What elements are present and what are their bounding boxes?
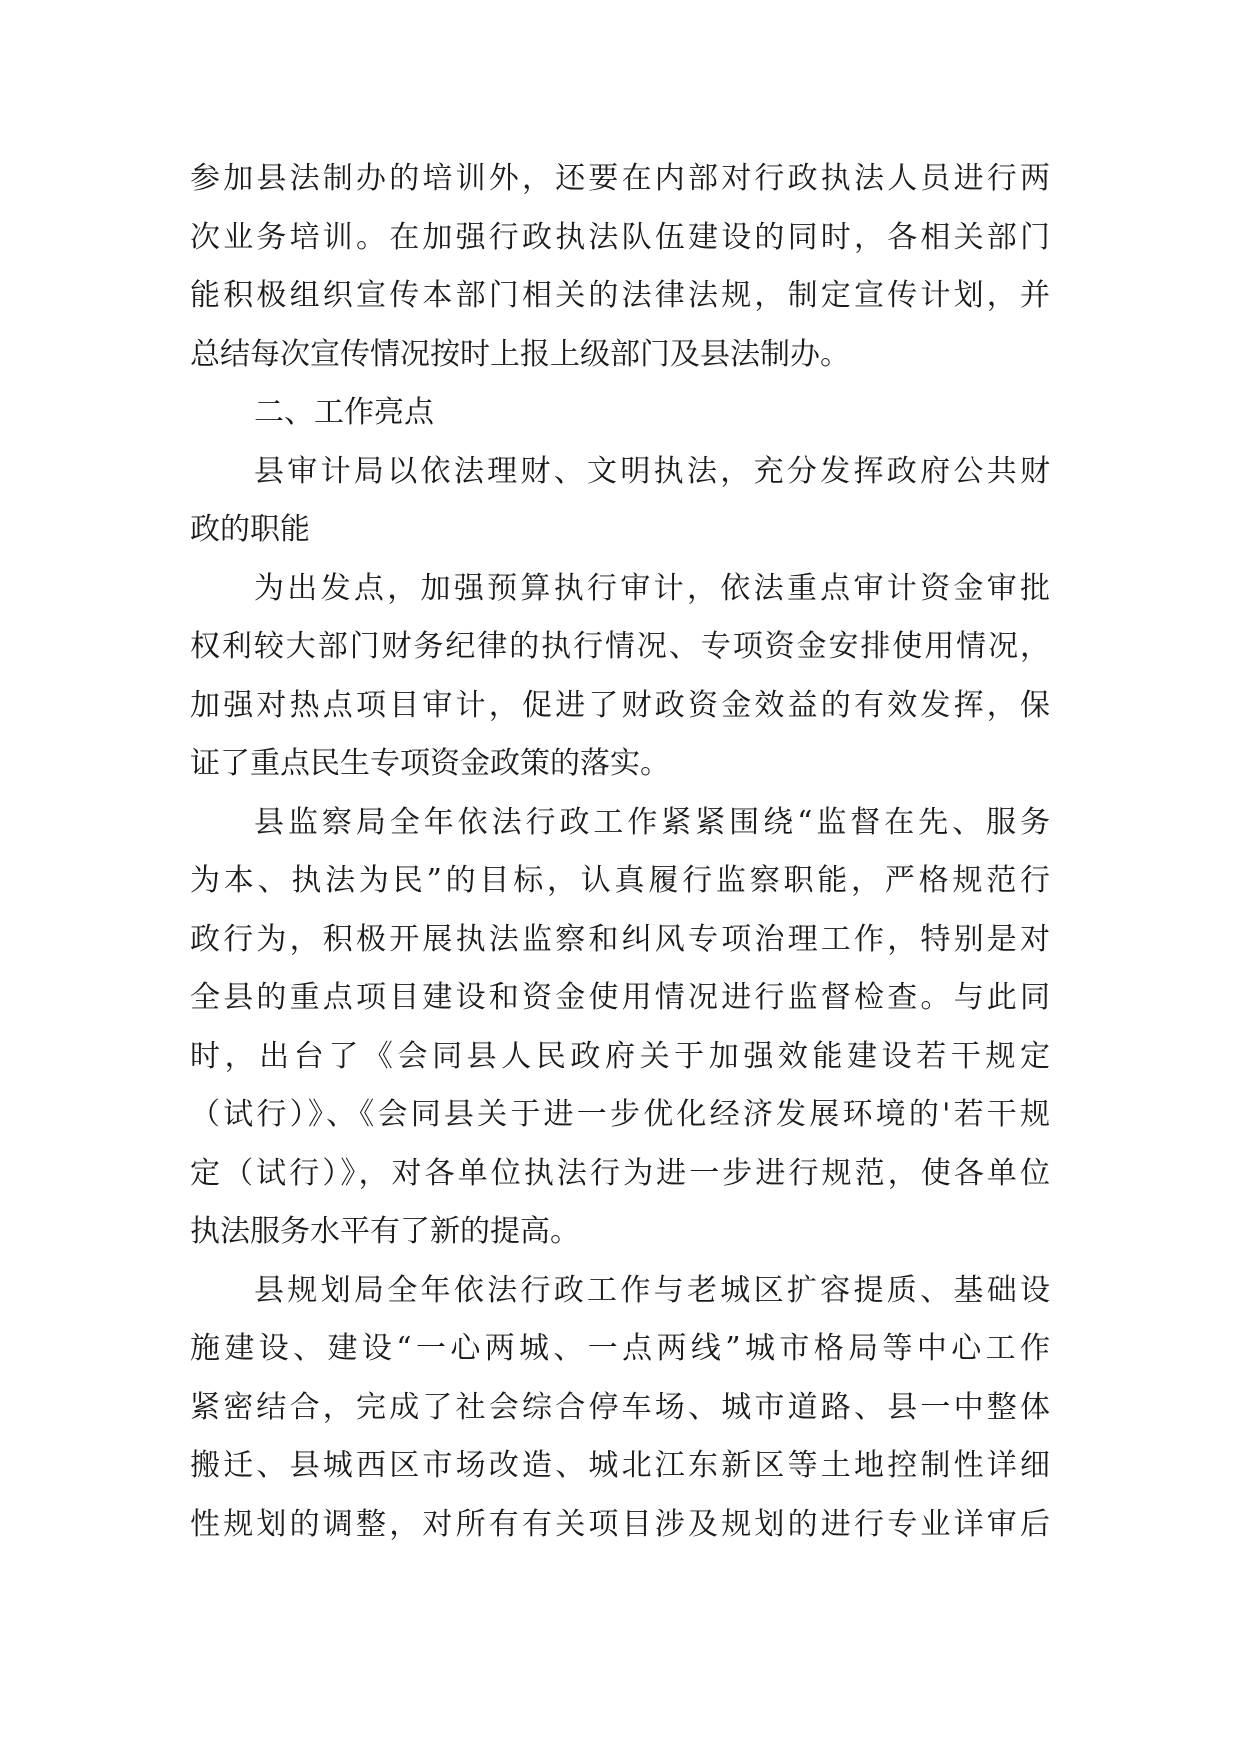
text-line: 为出发点，加强预算执行审计，依法重点审计资金审批 (254, 570, 1050, 606)
text-line: 性规划的调整，对所有有关项目涉及规划的进行专业详审后 (190, 1506, 1050, 1542)
text-line: 政的职能 (190, 512, 310, 547)
text-line: 权利较大部门财务纪律的执行情况、专项资金安排使用情况， (190, 629, 1050, 664)
text-line: 为本、执法为民”的目标，认真履行监察职能，严格规范行 (190, 863, 1050, 898)
document-body (190, 150, 1050, 1554)
text-line: 县审计局以依法理财、文明执法，充分发挥政府公共财 (254, 453, 1050, 489)
text-line: 能积极组织宣传本部门相关的法律法规，制定宣传计划，并 (190, 278, 1050, 313)
text-line: 县规划局全年依法行政工作与老城区扩容提质、基础设 (254, 1272, 1050, 1308)
text-line: 次业务培训。在加强行政执法队伍建设的同时，各相关部门 (190, 219, 1050, 255)
text-line: 搬迁、县城西区市场改造、城北江东新区等土地控制性详细 (190, 1448, 1050, 1483)
text-line: 紧密结合，完成了社会综合停车场、城市道路、县一中整体 (190, 1389, 1050, 1425)
text-line: 全县的重点项目建设和资金使用情况进行监督检查。与此同 (190, 980, 1050, 1015)
text-line: （试行）》、《会同县关于进一步优化经济发展环境的'若干规 (190, 1097, 1050, 1132)
text-line: 参加县法制办的培训外，还要在内部对行政执法人员进行两 (190, 161, 1050, 196)
text-line: 时，出台了《会同县人民政府关于加强效能建设若干规定 (190, 1038, 1050, 1074)
text-line: 执法服务水平有了新的提高。 (190, 1214, 580, 1249)
text-line: 定（试行）》，对各单位执法行为进一步进行规范，使各单位 (190, 1155, 1050, 1191)
text-line: 证了重点民生专项资金政策的落实。 (190, 746, 670, 781)
text-line: 总结每次宣传情况按时上报上级部门及县法制办。 (190, 336, 850, 372)
text-line: 政行为，积极开展执法监察和纠风专项治理工作，特别是对 (190, 921, 1050, 957)
text-line: 县监察局全年依法行政工作紧紧围绕“监督在先、服务 (254, 804, 1050, 840)
text-line: 加强对热点项目审计，促进了财政资金效益的有效发挥，保 (190, 687, 1050, 723)
text-line: 施建设、建设“一心两城、一点两线”城市格局等中心工作 (190, 1331, 1050, 1366)
text-line: 二、工作亮点 (254, 395, 434, 430)
